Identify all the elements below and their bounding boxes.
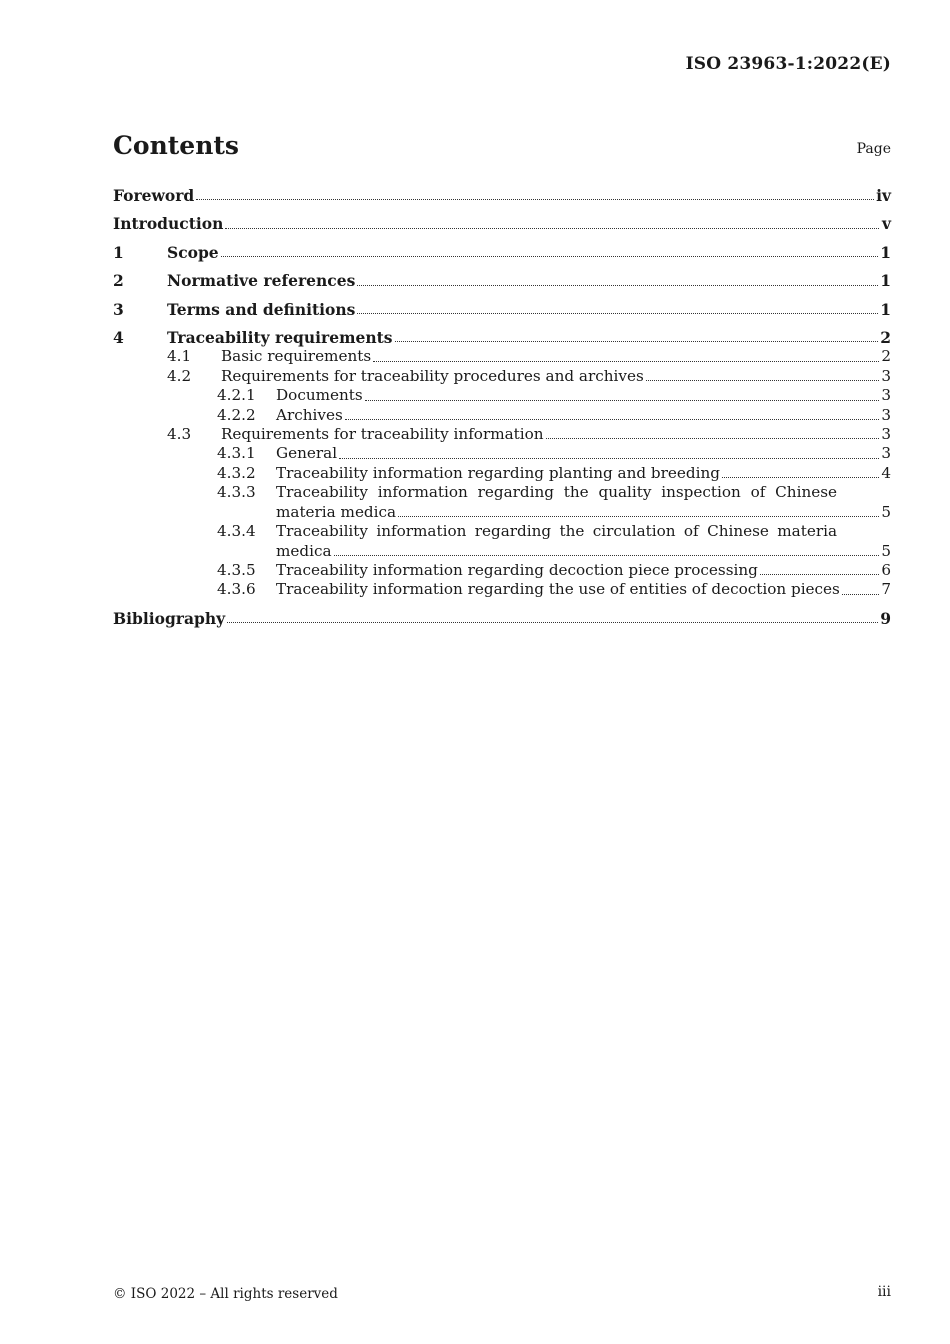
dot-leader: [546, 438, 879, 439]
toc-entry-title: Traceability information regarding decoction piece processing: [276, 560, 758, 579]
toc-entry-scope[interactable]: [113, 243, 891, 262]
toc-entry-s4-3-3[interactable]: [113, 483, 891, 522]
toc-entry-title: Basic requirements: [221, 347, 372, 366]
toc-entry-introduction[interactable]: [113, 214, 891, 233]
dot-leader: [221, 256, 879, 257]
toc-entry-number: 4.3.4: [217, 522, 256, 541]
toc-entry-s4-3-4[interactable]: [113, 522, 891, 561]
toc-entry-number: 2: [113, 271, 124, 291]
dot-leader: [760, 574, 879, 575]
toc-entry-title: Terms and definitions: [167, 299, 356, 319]
dot-leader: [373, 361, 879, 362]
toc-entry-title: Requirements for traceability information: [221, 425, 544, 444]
toc-entry-number: 4.3: [167, 425, 192, 444]
toc-entry-number: 4.2.2: [217, 405, 256, 424]
toc-entry-title: Traceability information regarding the quality inspection of Chinese: [276, 483, 837, 502]
toc-entry-title: Traceability information regarding planting and breeding: [276, 463, 720, 482]
dot-leader: [334, 555, 879, 556]
toc-entry-traceability[interactable]: [113, 328, 891, 347]
dot-leader: [398, 516, 879, 517]
dot-leader: [357, 285, 878, 286]
toc-entry-number: 1: [113, 242, 124, 262]
toc-entry-page: 1: [880, 271, 891, 291]
dot-leader: [225, 228, 879, 229]
toc-entry-title-continued: materia medica: [276, 502, 397, 521]
toc-entry-page: v: [881, 214, 891, 234]
toc-entry-page: 6: [881, 560, 891, 579]
toc-entry-page: iv: [876, 186, 891, 205]
toc-entry-title: Bibliography: [113, 608, 226, 628]
toc-entry-terms[interactable]: [113, 300, 891, 319]
toc-entry-number: 4.3.1: [217, 444, 256, 463]
page-number: iii: [877, 1284, 891, 1300]
toc-entry-title: Traceability information regarding the circulation of Chinese materia: [276, 522, 837, 541]
toc-entry-number: 4.2: [167, 366, 192, 385]
toc-entry-page: 3: [881, 366, 891, 385]
toc-entry-title: Scope: [167, 242, 219, 262]
toc-entry-page: 5: [881, 541, 891, 560]
toc-entry-page: 2: [881, 347, 891, 366]
toc-entry-title: Documents: [276, 386, 363, 405]
toc-entry-page: 5: [881, 502, 891, 521]
page-column-label: Page: [856, 141, 891, 157]
toc-entry-title: Traceability information regarding the use of entities of decoction pieces: [276, 580, 840, 599]
toc-entry-s4-3-2[interactable]: [113, 464, 891, 483]
toc-entry-number: 4.2.1: [217, 386, 256, 405]
dot-leader: [345, 419, 879, 420]
toc-entry-page: 3: [881, 444, 891, 463]
toc-entry-s4-1[interactable]: [113, 347, 891, 366]
toc-entry-page: 3: [881, 405, 891, 424]
toc-entry-page: 2: [880, 328, 891, 348]
toc-entry-title: Traceability requirements: [167, 328, 393, 348]
dot-leader: [196, 199, 874, 200]
contents-heading: Contents: [113, 131, 240, 160]
dot-leader: [227, 622, 878, 623]
toc-entry-title: Requirements for traceability procedures and archives: [221, 366, 644, 385]
toc-entry-s4-3-1[interactable]: [113, 444, 891, 463]
dot-leader: [722, 477, 879, 478]
dot-leader: [365, 400, 879, 401]
toc-entry-foreword[interactable]: [113, 186, 891, 205]
toc-entry-title: Normative references: [167, 271, 356, 291]
toc-entry-s4-3-5[interactable]: [113, 561, 891, 580]
table-of-contents: [113, 186, 891, 628]
toc-entry-s4-2[interactable]: [113, 367, 891, 386]
toc-entry-normative[interactable]: [113, 271, 891, 290]
toc-entry-page: 7: [881, 580, 891, 599]
dot-leader: [339, 458, 879, 459]
toc-entry-title: Archives: [276, 405, 343, 424]
toc-entry-number: 4: [113, 328, 124, 348]
toc-entry-number: 4.3.3: [217, 483, 256, 502]
dot-leader: [395, 341, 879, 342]
toc-entry-page: 3: [881, 425, 891, 444]
toc-entry-title: Introduction: [113, 214, 224, 234]
toc-entry-title: Foreword: [113, 186, 195, 205]
dot-leader: [842, 594, 879, 595]
toc-entry-number: 4.3.5: [217, 560, 256, 579]
document-id: ISO 23963-1:2022(E): [685, 54, 891, 74]
toc-entry-number: 4.3.2: [217, 463, 256, 482]
dot-leader: [357, 313, 878, 314]
toc-entry-number: 4.3.6: [217, 580, 256, 599]
toc-entry-s4-2-1[interactable]: [113, 386, 891, 405]
toc-entry-page: 1: [880, 242, 891, 262]
toc-entry-page: 4: [881, 463, 891, 482]
toc-entry-page: 3: [881, 386, 891, 405]
toc-entry-s4-2-2[interactable]: [113, 406, 891, 425]
copyright-notice: © ISO 2022 – All rights reserved: [113, 1286, 338, 1302]
toc-entry-title-continued: medica: [276, 541, 332, 560]
toc-entry-page: 1: [880, 299, 891, 319]
dot-leader: [646, 380, 879, 381]
toc-entry-number: 3: [113, 299, 124, 319]
toc-entry-page: 9: [880, 608, 891, 628]
toc-entry-bibliography[interactable]: [113, 609, 891, 628]
toc-entry-title: General: [276, 444, 338, 463]
toc-entry-number: 4.1: [167, 347, 192, 366]
toc-entry-s4-3-6[interactable]: [113, 580, 891, 599]
toc-entry-s4-3[interactable]: [113, 425, 891, 444]
